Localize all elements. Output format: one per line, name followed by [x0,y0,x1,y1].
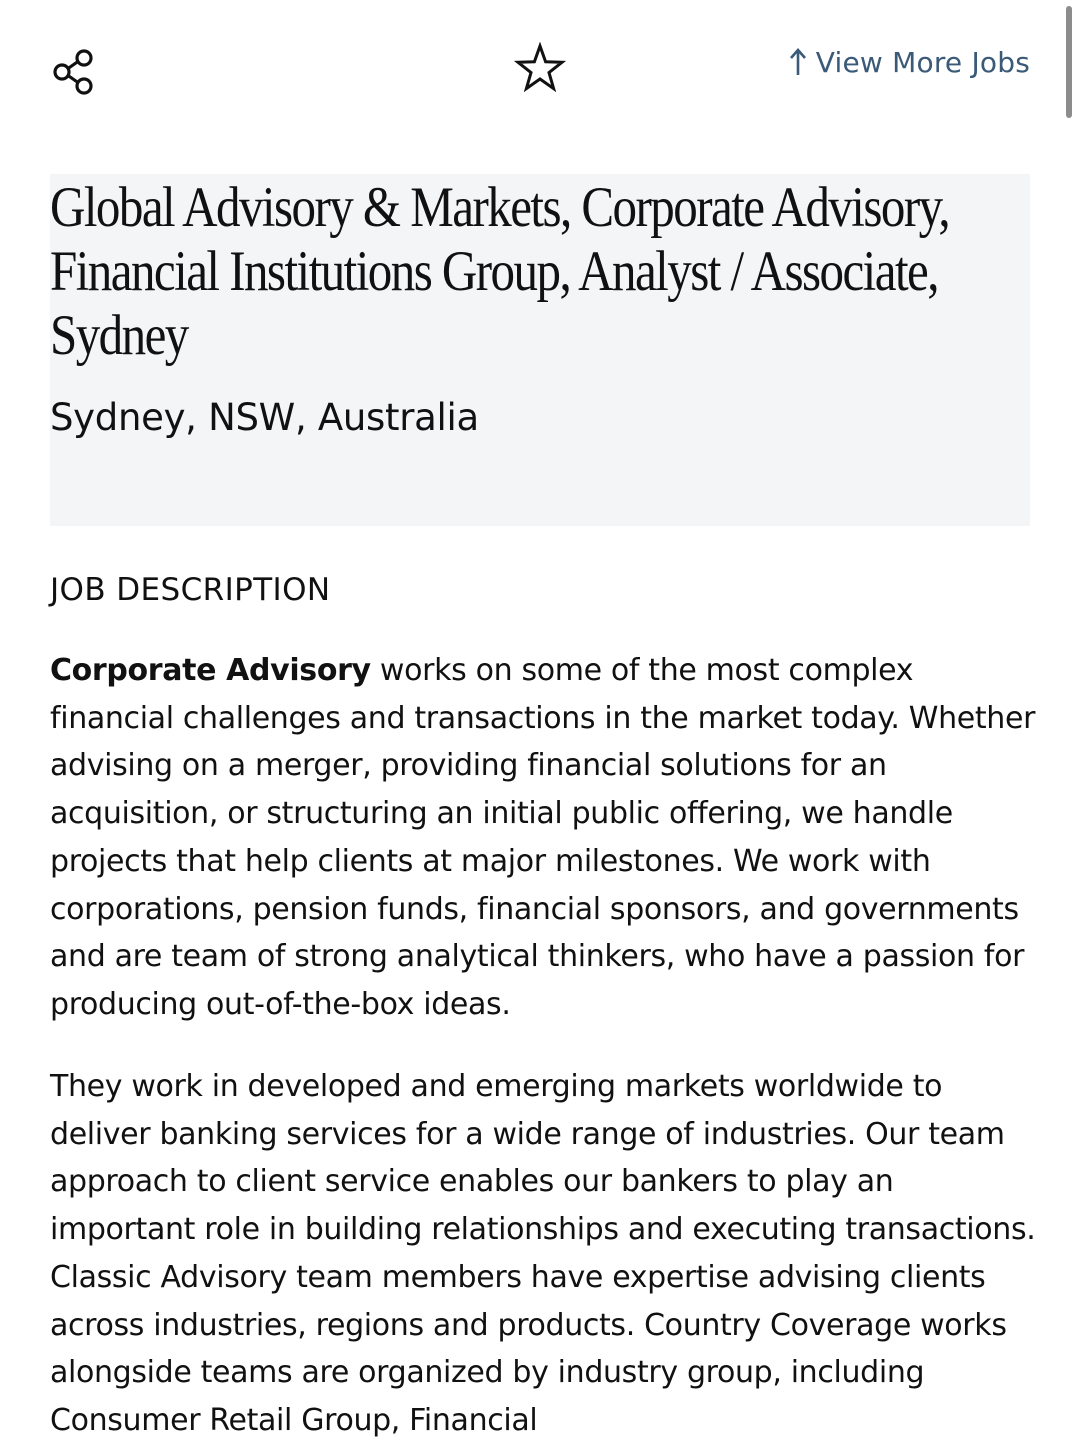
description-lead: Corporate Advisory [50,653,371,688]
view-more-jobs-link[interactable] [788,42,1030,82]
job-location: Sydney, NSW, Australia [50,396,479,439]
description-paragraph [50,647,1040,1029]
scrollbar[interactable] [1066,6,1072,118]
favorite-button[interactable] [514,42,566,94]
share-icon [50,46,100,98]
description-paragraph-text: works on some of the most complex financial challenges and transactions in the market today. Whether advising on a merger, providing financial solutions for an acquisition, or structuring an initial public offering, we handle projects that help clients at major milestones. We work with corporations, pension funds, financial sponsors, and governments and are team of strong analytical thinkers, who have a passion for producing out-of-the-box ideas. [50,653,1036,1022]
description-paragraph: They work in developed and emerging markets worldwide to deliver banking services for a wide range of industries. Our team approach to client service enables our bankers to play an important role in building relationships and executing transactions. Classic Advisory team members have expertise advising clients across industries, regions and products. Country Coverage works alongside teams are organized by industry group, including Consumer Retail Group, Financial [50,1069,1036,1438]
job-description-heading: JOB DESCRIPTION [50,572,331,608]
view-more-jobs-label: View More Jobs [815,45,1030,79]
job-title: Global Advisory & Markets, Corporate Advisory, Financial Institutions Group, Analyst / Associate, Sydney [50,176,950,367]
arrow-up-icon [788,47,808,77]
share-button[interactable] [50,46,100,98]
top-toolbar [0,0,1080,130]
star-icon [514,42,566,94]
job-header [50,174,1030,526]
